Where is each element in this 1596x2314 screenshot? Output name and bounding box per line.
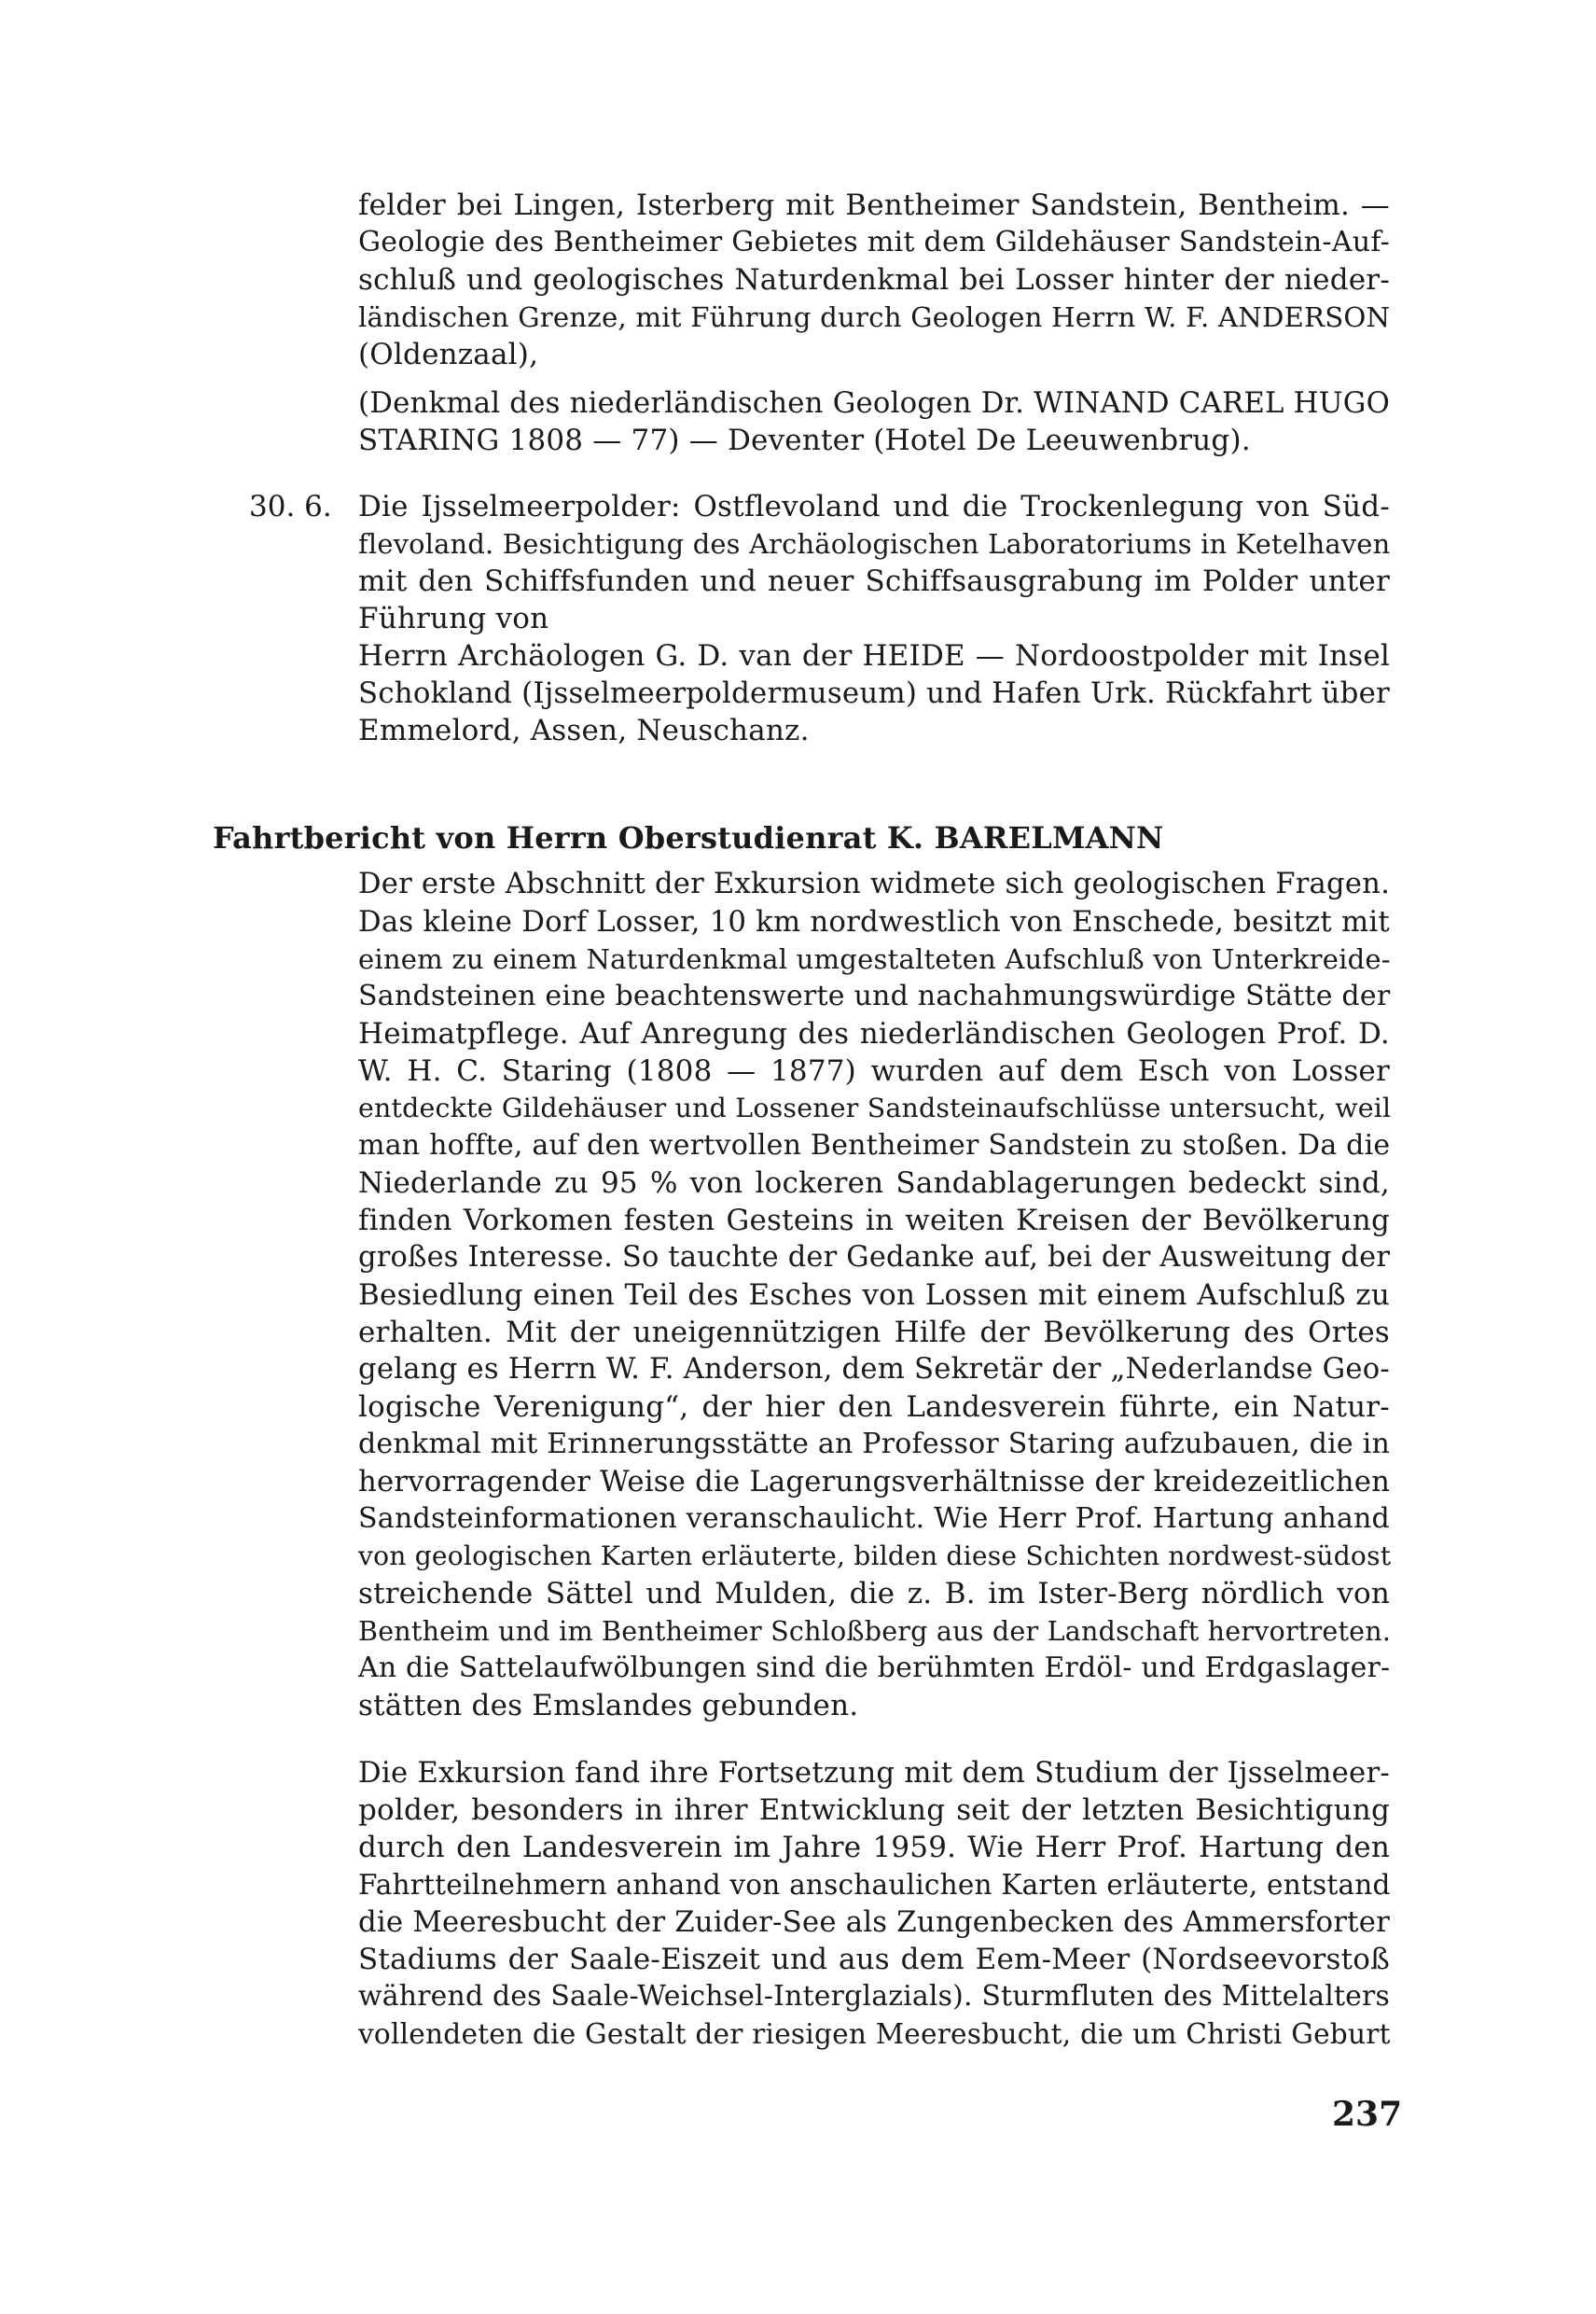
text-line: gelang es Herrn W. F. Anderson, dem Sekretär der „Nederlandse Geo- [358, 1353, 1390, 1386]
text-line: Schokland (Ijsselmeerpoldermuseum) und Hafen Urk. Rückfahrt über [358, 676, 1390, 710]
text-line: hervorragender Weise die Lagerungsverhältnisse der kreidezeitlichen [358, 1465, 1391, 1499]
text-line: schluß und geologisches Naturdenkmal bei Losser hinter der nieder- [358, 263, 1390, 297]
report-paragraph-2 [358, 1754, 1390, 2053]
text-line: großes Interesse. So tauchte der Gedanke auf, bei der Ausweitung der [358, 1241, 1391, 1274]
section-heading: Fahrtbericht von Herrn Oberstudienrat K. BARELMANN [213, 820, 1164, 856]
text-line: streichende Sättel und Mulden, die z. B. im Ister-Berg nördlich von [358, 1577, 1390, 1610]
text-line: polder, besonders in ihrer Entwicklung seit der letzten Besichtigung [358, 1793, 1390, 1827]
text-line: Heimatpflege. Auf Anregung des niederländischen Geologen Prof. D. [358, 1017, 1390, 1051]
text-line: vollendeten die Gestalt der riesigen Meeresbucht, die um Christi Geburt [358, 2018, 1391, 2050]
text-line: Sandsteinformationen veranschaulicht. Wie Herr Prof. Hartung anhand [358, 1502, 1391, 1535]
text-line: während des Saale-Weichsel-Interglazials). Sturmfluten des Mittelalters [358, 1980, 1391, 2013]
text-line: Die Ijsselmeerpolder: Ostflevoland und die Trockenlegung von Süd- [358, 490, 1390, 523]
monument-paragraph [358, 384, 1390, 459]
text-line: felder bei Lingen, Isterberg mit Bentheimer Sandstein, Bentheim. — [358, 188, 1390, 222]
text-line: von geologischen Karten erläuterte, bilden diese Schichten nordwest-südost [358, 1540, 1392, 1571]
text-line: durch den Landesverein im Jahre 1959. Wie Herr Prof. Hartung den [358, 1831, 1390, 1864]
text-line: erhalten. Mit der uneigennützigen Hilfe der Bevölkerung des Ortes [358, 1316, 1390, 1349]
text-line: Emmelord, Assen, Neuschanz. [358, 714, 810, 747]
text-line: Bentheim und im Bentheimer Schloßberg aus der Landschaft hervortreten. [358, 1615, 1392, 1647]
text-line: Herrn Archäologen G. D. van der HEIDE — Nordoostpolder mit Insel [358, 639, 1390, 673]
page-number: 237 [1332, 2095, 1403, 2134]
text-line: Der erste Abschnitt der Exkursion widmete sich geologischen Fragen. [358, 868, 1390, 900]
text-line: denkmal mit Erinnerungsstätte an Professor Staring aufzubauen, die in [358, 1428, 1391, 1460]
text-line: Führung von [358, 602, 549, 635]
text-line: Sandsteinen eine beachtenswerte und nachahmungswürdige Stätte der [358, 980, 1391, 1012]
report-paragraph-1 [358, 866, 1390, 1724]
text-line: (Denkmal des niederländischen Geologen Dr. WINAND CAREL HUGO [358, 386, 1390, 420]
item-date-number: 30. 6. [249, 490, 332, 523]
text-line: finden Vorkomen festen Gesteins in weiten Kreisen der Bevölkerung [358, 1204, 1390, 1237]
text-line: stätten des Emslandes gebunden. [358, 1689, 859, 1722]
text-line: Stadiums der Saale-Eiszeit und aus dem Eem-Meer (Nordseevorstoß [358, 1943, 1390, 1976]
text-line: ländischen Grenze, mit Führung durch Geologen Herrn W. F. ANDERSON [358, 301, 1391, 333]
text-line: die Meeresbucht der Zuider-See als Zungenbecken des Ammersforter [358, 1905, 1391, 1939]
text-line: Geologie des Bentheimer Gebietes mit dem Gildehäuser Sandstein-Auf- [358, 226, 1390, 258]
text-line: entdeckte Gildehäuser und Lossener Sandsteinaufschlüsse untersucht, weil [358, 1093, 1392, 1123]
text-line: Besiedlung einen Teil des Esches von Lossen mit einem Aufschluß zu [358, 1278, 1390, 1312]
text-line: logische Verenigung“, der hier den Landesverein führte, ein Natur- [358, 1390, 1390, 1424]
text-line: flevoland. Besichtigung des Archäologischen Laboratoriums in Ketelhaven [358, 528, 1391, 560]
text-line: Das kleine Dorf Losser, 10 km nordwestlich von Enschede, besitzt mit [358, 905, 1390, 939]
text-line: W. H. C. Staring (1808 — 1877) wurden auf dem Esch von Losser [358, 1054, 1390, 1088]
text-line: Die Exkursion fand ihre Fortsetzung mit dem Studium der Ijsselmeer- [358, 1756, 1390, 1790]
intro-paragraph [358, 187, 1390, 373]
text-line: mit den Schiffsfunden und neuer Schiffsausgrabung im Polder unter [358, 565, 1390, 598]
text-line: An die Sattelaufwölbungen sind die berühmten Erdöl- und Erdgaslager- [358, 1652, 1391, 1684]
text-line: man hoffte, auf den wertvollen Bentheimer Sandstein zu stoßen. Da die [358, 1129, 1391, 1162]
text-line: Fahrtteilnehmern anhand von anschaulichen Karten erläuterte, entstand [358, 1869, 1391, 1901]
text-line: (Oldenzaal), [358, 338, 539, 371]
text-line: STARING 1808 — 77) — Deventer (Hotel De Leeuwenbrug). [358, 424, 1251, 457]
text-line: einem zu einem Naturdenkmal umgestalteten Aufschluß von Unterkreide- [358, 943, 1391, 975]
item-paragraph [358, 488, 1390, 749]
text-line: Niederlande zu 95 % von lockeren Sandablagerungen bedeckt sind, [358, 1166, 1390, 1200]
